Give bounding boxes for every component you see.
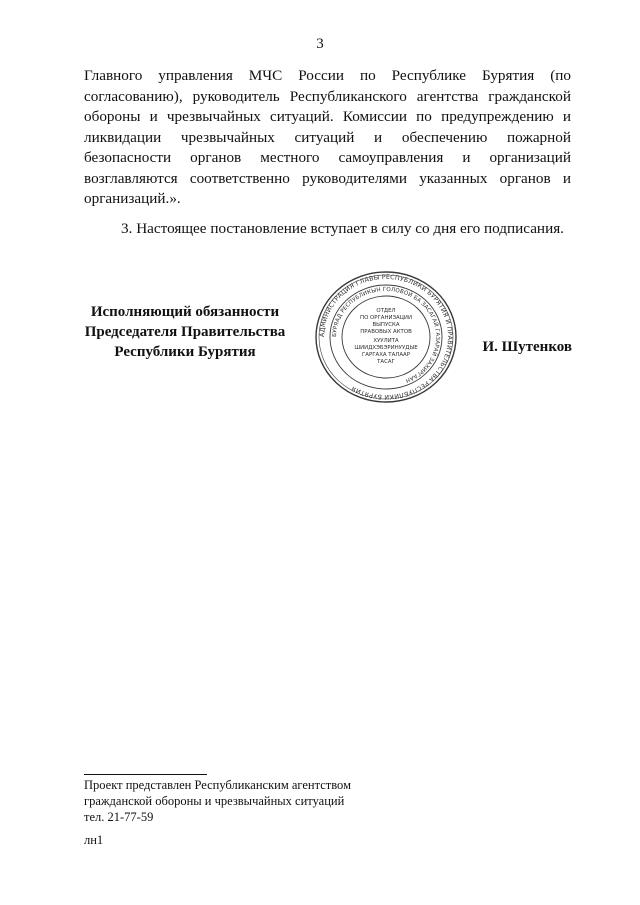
document-body bbox=[84, 66, 571, 239]
footnote-line: тел. 21-77-59 bbox=[84, 810, 154, 824]
seal-center-line: ШИИДХЭБЭРИНУУДЫЕ bbox=[354, 345, 418, 351]
seal-center-line: ПО ОРГАНИЗАЦИИ bbox=[360, 315, 412, 321]
seal-center-line: ГАРГАХА ТАЛААР bbox=[362, 352, 410, 358]
signatory-name: И. Шутенков bbox=[482, 339, 572, 355]
paragraph-continuation: Главного управления МЧС России по Республике Бурятия (по согласованию), руководитель Республиканского агентства гражданской обороны и чрезвычайных ситуаций. Комиссии по предупреждению и ликвидации чрезвычайных ситуаций и обеспечению пожарной безопасности органов местного самоуправления и организаций возглавляются соответственно руководителями указанных органов и организаций.». bbox=[84, 67, 571, 207]
footnote bbox=[84, 777, 351, 825]
seal-inner-text: БУРЯАД РЕСПУБЛИКЫН ГОЛОВОЙ БА ЗАСАГАЙ ГАЗАРАЙ ЗАХИРГААН bbox=[331, 286, 441, 384]
signatory-title-line: Республики Бурятия bbox=[114, 344, 256, 360]
signatory-title-line: Председателя Правительства bbox=[84, 324, 286, 340]
svg-text:БУРЯАД РЕСПУБЛИКЫН ГОЛОВОЙ БА bbox=[332, 287, 440, 383]
seal-outer-text: АДМИНИСТРАЦИЯ ГЛАВЫ РЕСПУБЛИКИ БУРЯТИЯ И ПРАВИТЕЛЬСТВА РЕСПУБЛИКИ БУРЯТИЯ bbox=[318, 273, 454, 401]
seal-center-line: ПРАВОВЫХ АКТОВ bbox=[360, 329, 412, 335]
seal-center-line: ВЫПУСКА bbox=[372, 322, 400, 328]
executor-initials: лн1 bbox=[84, 833, 104, 847]
signatory-title bbox=[70, 302, 300, 362]
official-seal bbox=[312, 270, 460, 404]
footnote-line: гражданской обороны и чрезвычайных ситуаций bbox=[84, 794, 345, 808]
seal-center-line: ХУУЛИТА bbox=[373, 338, 399, 344]
page-number: 3 bbox=[316, 36, 324, 52]
paragraph-item-3: 3. Настоящее постановление вступает в силу со дня его подписания. bbox=[121, 219, 564, 237]
footnote-line: Проект представлен Республиканским агентством bbox=[84, 778, 351, 792]
footnote-divider bbox=[84, 774, 207, 775]
signatory-title-line: Исполняющий обязанности bbox=[90, 304, 280, 320]
seal-center-line: ТАСАГ bbox=[377, 359, 395, 365]
seal-center-line: ОТДЕЛ bbox=[376, 308, 396, 314]
